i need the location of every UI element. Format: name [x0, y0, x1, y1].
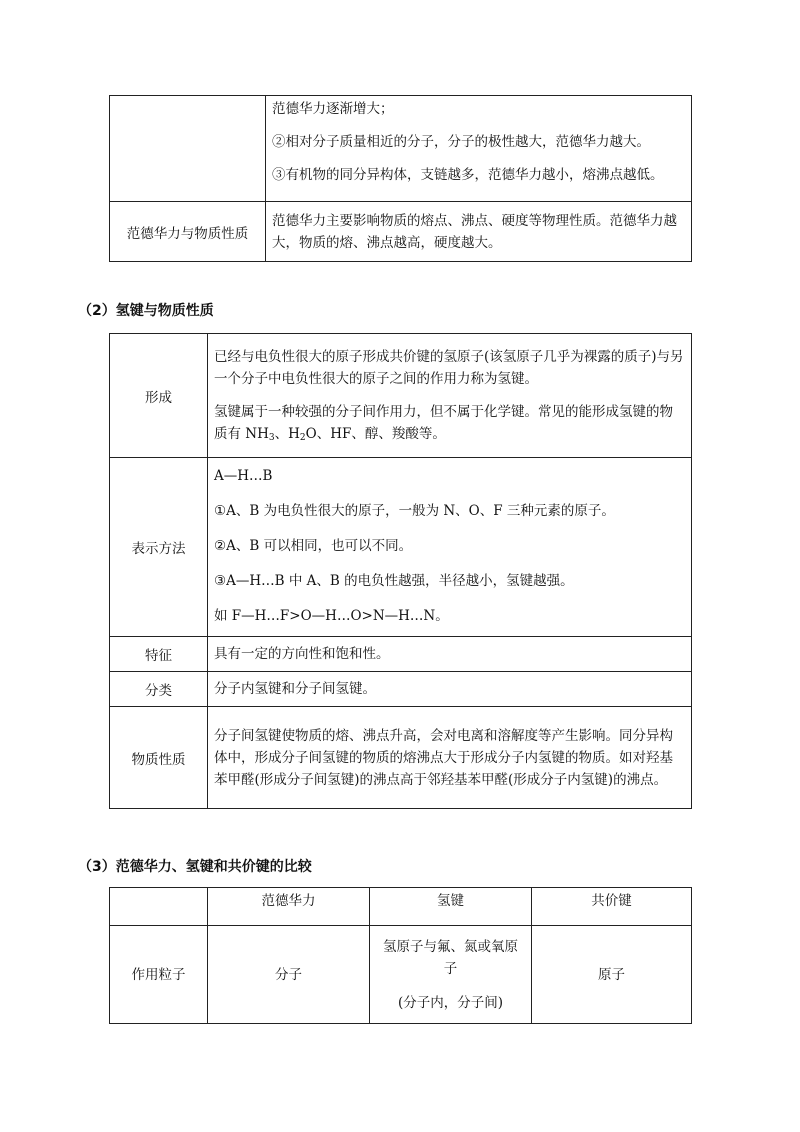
- properties-cell: 分子间氢键使物质的熔、沸点升高，会对电离和溶解度等产生影响。同分异构体中，形成分子间氢键的物质的熔沸点大于形成分子内氢键的物质。如对羟基苯甲醛(形成分子间氢键)的沸点高于邻羟基苯甲醛(形成分子内氢键)的沸点。: [208, 707, 692, 809]
- table-row: [110, 637, 692, 672]
- column-header: 氢键: [370, 888, 532, 926]
- vdw-table: [109, 95, 692, 262]
- column-header: 范德华力: [208, 888, 370, 926]
- text-line: 如 F—H…F>O—H…O>N—H…N。: [214, 607, 449, 624]
- vdw-particle-cell: 分子: [208, 926, 370, 1024]
- row-label: 特征: [110, 637, 208, 672]
- section-heading: （2）氢键与物质性质: [78, 303, 214, 319]
- text-line: 氢键属于一种较强的分子间作用力，但不属于化学键。常见的能形成氢键的物质有 $NH_3$、$H_2O$、HF、醇、羧酸等。: [214, 404, 673, 443]
- row-label: 范德华力与物质性质: [110, 202, 266, 262]
- table-row: [110, 96, 692, 202]
- table-row: [110, 672, 692, 707]
- hbond-table: [109, 333, 692, 809]
- covalent-particle-cell: 原子: [532, 926, 692, 1024]
- comparison-table: [109, 887, 692, 1024]
- notation-cell: [208, 458, 692, 637]
- vdw-properties-cell: 范德华力主要影响物质的熔点、沸点、硬度等物理性质。范德华力越大，物质的熔、沸点越高，硬度越大。: [266, 202, 692, 262]
- table-row: [110, 334, 692, 458]
- row-label: 作用粒子: [110, 926, 208, 1024]
- formation-cell: [208, 334, 692, 458]
- text-line: 氢原子与氟、氮或氧原: [383, 938, 518, 955]
- row-label: 表示方法: [110, 458, 208, 637]
- table-row: [110, 707, 692, 809]
- row-label: [110, 96, 266, 202]
- row-label: 物质性质: [110, 707, 208, 809]
- text-line: (分子内，分子间): [397, 994, 504, 1011]
- text-line: ③有机物的同分异构体，支链越多，范德华力越小，熔沸点越低。: [272, 167, 664, 183]
- row-label: 分类: [110, 672, 208, 707]
- table-header-row: [110, 888, 692, 926]
- text-line: ③A—H…B 中 A、B 的电负性越强，半径越小，氢键越强。: [214, 572, 574, 589]
- column-header: 共价键: [532, 888, 692, 926]
- classification-cell: 分子内氢键和分子间氢键。: [208, 672, 692, 707]
- column-header: [110, 888, 208, 926]
- text-line: ①A、B 为电负性很大的原子，一般为 N、O、F 三种元素的原子。: [214, 502, 615, 519]
- text-line: A—H…B: [214, 467, 273, 484]
- vdw-factors-cell: [266, 96, 692, 202]
- feature-cell: 具有一定的方向性和饱和性。: [208, 637, 692, 672]
- table-row: [110, 926, 692, 1024]
- text-line: 子: [443, 960, 458, 977]
- section-heading: （3）范德华力、氢键和共价键的比较: [78, 859, 312, 875]
- table-row: [110, 458, 692, 637]
- text-line: ②A、B 可以相同，也可以不同。: [214, 537, 413, 554]
- text-line: ②相对分子质量相近的分子，分子的极性越大，范德华力越大。: [272, 134, 650, 150]
- table-row: [110, 202, 692, 262]
- text-line: 已经与电负性很大的原子形成共价键的氢原子(该氢原子几乎为裸露的质子)与另一个分子中电负性很大的原子之间的作用力称为氢键。: [214, 349, 684, 387]
- row-label: 形成: [110, 334, 208, 458]
- hbond-particle-cell: [370, 926, 532, 1024]
- text-line: 范德华力逐渐增大；: [272, 101, 394, 117]
